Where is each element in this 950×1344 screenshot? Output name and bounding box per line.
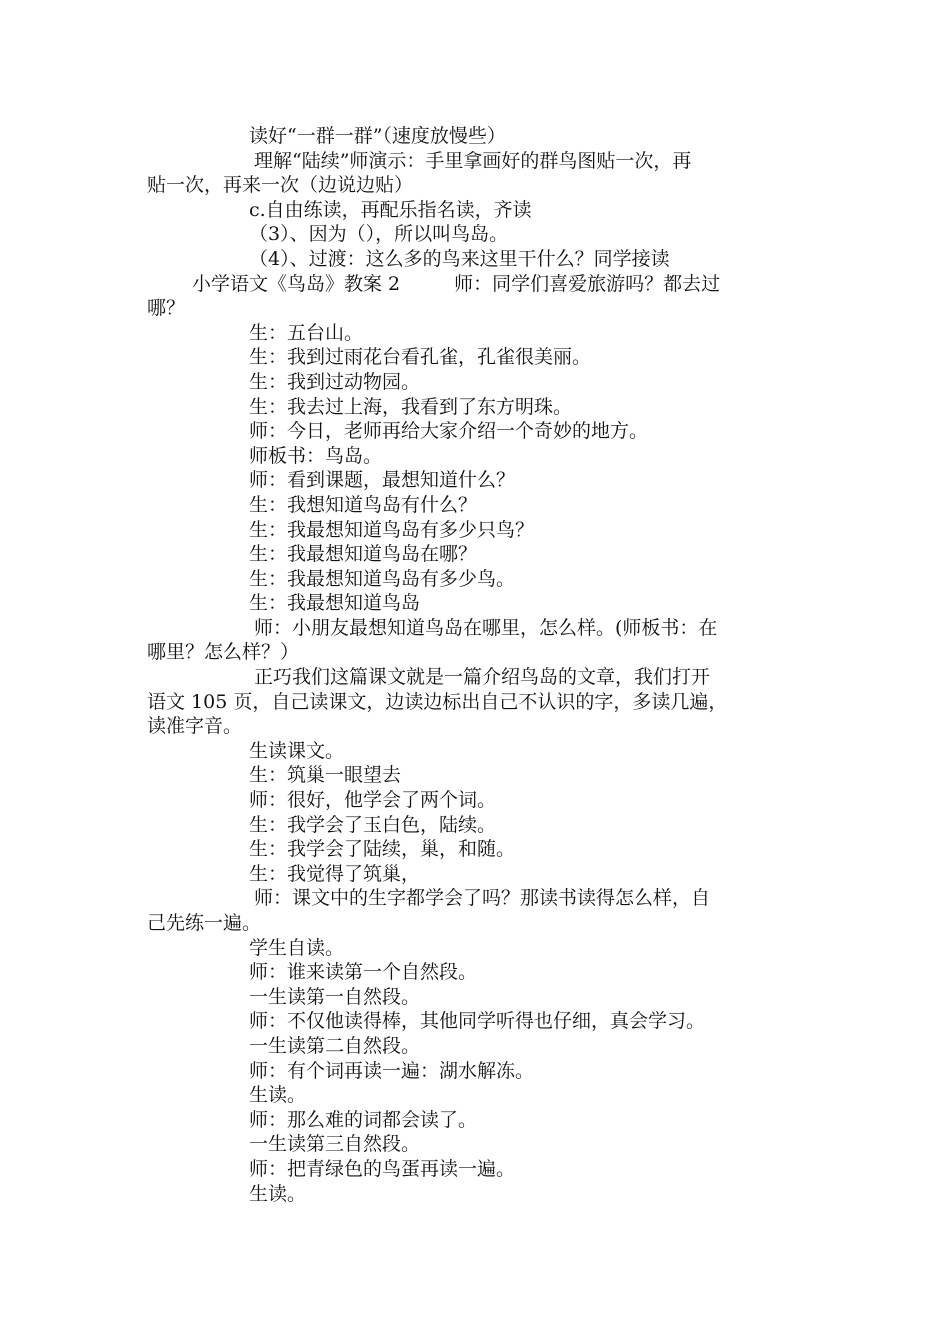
text-line: 读准字音。 bbox=[147, 715, 243, 738]
text-line: 生：我去过上海，我看到了东方明珠。 bbox=[249, 395, 573, 418]
text-line: 师：看到课题，最想知道什么？ bbox=[249, 469, 516, 492]
text-line: 生读。 bbox=[249, 1084, 307, 1107]
text-fragment: 师：同学们喜爱旅游吗？都去过 bbox=[454, 272, 721, 295]
text-line: 生：五台山。 bbox=[249, 321, 364, 344]
text-line: 师：很好，他学会了两个词。 bbox=[249, 789, 497, 812]
text-line: 师：有个词再读一遍：湖水解冻。 bbox=[249, 1059, 535, 1082]
text-line: 一生读第三自然段。 bbox=[249, 1133, 421, 1156]
paragraph bbox=[147, 616, 827, 665]
text-line: 理解“陆续”师演示：手里拿画好的群鸟图贴一次，再 bbox=[254, 149, 692, 172]
text-line: 生读。 bbox=[249, 1182, 307, 1205]
text-line: 生：筑巢一眼望去 bbox=[249, 764, 402, 787]
text-line: 语文 105 页，自己读课文，边读边标出自己不认识的字，多读几遍， bbox=[147, 690, 728, 713]
text-line: （3）、因为（），所以叫鸟岛。 bbox=[249, 223, 509, 246]
paragraph bbox=[147, 149, 827, 198]
text-line: 师：课文中的生字都学会了吗？那读书读得怎么样，自 bbox=[254, 887, 711, 910]
text-line: 生：我最想知道鸟岛在哪？ bbox=[249, 543, 478, 566]
text-line: 师：不仅他读得棒，其他同学听得也仔细，真会学习。 bbox=[249, 1010, 706, 1033]
text-line: 哪里？怎么样？） bbox=[147, 641, 300, 664]
text-line: c.自由练读，再配乐指名读，齐读 bbox=[249, 198, 532, 221]
text-line: 生：我最想知道鸟岛 bbox=[249, 592, 421, 615]
text-line: 己先练一遍。 bbox=[147, 912, 262, 934]
text-line: 师：小朋友最想知道鸟岛在哪里，怎么样。(师板书：在 bbox=[254, 616, 718, 639]
text-line: 一生读第一自然段。 bbox=[249, 985, 421, 1008]
paragraph bbox=[147, 665, 827, 739]
text-line: 生：我觉得了筑巢， bbox=[249, 862, 421, 885]
text-line: 师板书：鸟岛。 bbox=[249, 444, 383, 467]
text-line: 师：把青绿色的鸟蛋再读一遍。 bbox=[249, 1157, 516, 1180]
text-line: 生：我到过雨花台看孔雀，孔雀很美丽。 bbox=[249, 346, 592, 369]
text-line: 师：谁来读第一个自然段。 bbox=[249, 961, 478, 984]
text-line: 生读课文。 bbox=[249, 739, 345, 762]
text-line: 生：我学会了陆续，巢，和随。 bbox=[249, 838, 516, 861]
text-line: 一生读第二自然段。 bbox=[249, 1034, 421, 1057]
text-line: 读好“一群一群”（速度放慢些） bbox=[249, 125, 506, 147]
text-line: 生：我最想知道鸟岛有多少鸟。 bbox=[249, 567, 516, 590]
text-line: 生：我想知道鸟岛有什么？ bbox=[249, 493, 478, 516]
text-line: 生：我到过动物园。 bbox=[249, 370, 421, 393]
text-line: （4）、过渡：这么多的鸟来这里干什么？同学接读 bbox=[249, 247, 670, 270]
text-line: 学生自读。 bbox=[249, 936, 345, 959]
text-line: 师：那么难的词都会读了。 bbox=[249, 1108, 478, 1131]
text-line bbox=[147, 272, 827, 297]
paragraph bbox=[147, 272, 827, 321]
text-line: 哪？ bbox=[147, 297, 186, 320]
section-heading: 小学语文《鸟岛》教案 2 bbox=[192, 272, 401, 295]
text-line: 贴一次，再来一次（边说边贴） bbox=[147, 174, 414, 197]
text-line: 生：我最想知道鸟岛有多少只鸟？ bbox=[249, 518, 535, 541]
text-line: 生：我学会了玉白色，陆续。 bbox=[249, 813, 497, 836]
paragraph bbox=[147, 886, 827, 935]
text-line: 正巧我们这篇课文就是一篇介绍鸟岛的文章，我们打开 bbox=[254, 666, 711, 689]
document-body bbox=[147, 124, 827, 1206]
text-line: 师：今日，老师再给大家介绍一个奇妙的地方。 bbox=[249, 420, 649, 443]
